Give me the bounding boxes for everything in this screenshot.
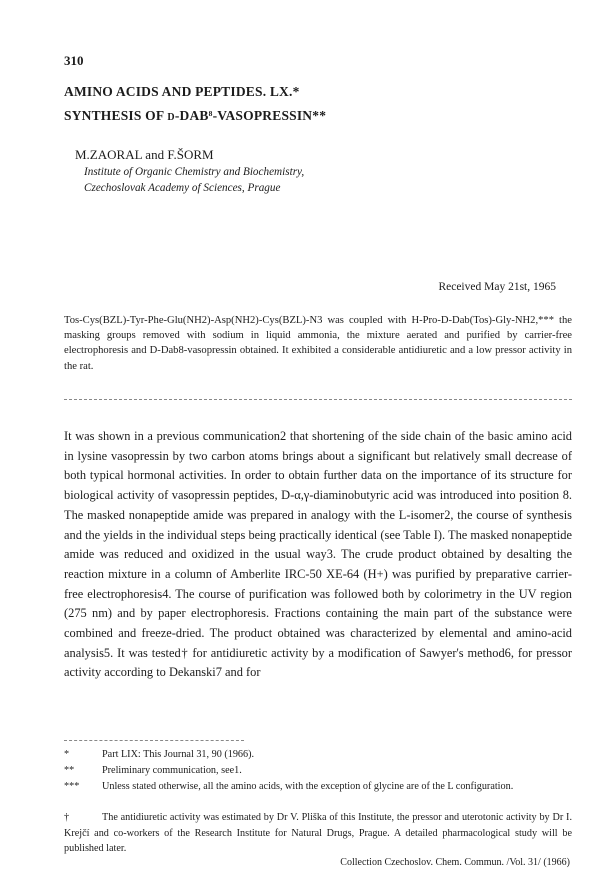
article-title-line1: AMINO ACIDS AND PEPTIDES. LX.* — [64, 84, 300, 99]
footnote-1 — [64, 747, 572, 763]
abstract-divider — [64, 399, 572, 400]
title-suffix: -VASOPRESSIN** — [212, 108, 327, 123]
institution-line1: Institute of Organic Chemistry and Biochemistry, — [84, 166, 305, 178]
title-dab: -DAB — [174, 108, 209, 123]
footnote-text: Unless stated otherwise, all the amino acids, with the exception of glycine are of the L configuration. — [102, 781, 514, 792]
institution-line2: Czechoslovak Academy of Sciences, Prague — [84, 182, 281, 194]
footnote-mark: † — [64, 812, 70, 823]
title-superscript: 8 — [208, 109, 213, 118]
title-prefix: SYNTHESIS OF — [64, 108, 168, 123]
footnote-2 — [64, 763, 572, 779]
footnote-text: Preliminary communication, see1. — [102, 765, 242, 776]
page-number: 310 — [64, 53, 84, 68]
footnote-divider — [64, 740, 244, 741]
received-date: Received May 21st, 1965 — [438, 281, 556, 293]
footnote-text: Part LIX: This Journal 31, 90 (1966). — [102, 749, 255, 760]
footnote-mark: ** — [64, 765, 75, 776]
footnote-text: The antidiuretic activity was estimated by Dr V. Pliška of this Institute, the pressor and uterotonic activity by Dr I. Krejčí and co-workers of the Research Institute for Natural Drugs, Prague. A detailed pharmacological study will be published later. — [64, 812, 572, 854]
abstract: Tos-Cys(BZL)-Tyr-Phe-Glu(NH2)-Asp(NH2)-Cys(BZL)-N3 was coupled with H-Pro-D-Dab(Tos)-Gly-NH2,*** the masking groups removed with sodium in liquid ammonia, the mixture aerated and purified by carrier-free electrophoresis and D-Dab8-vasopressin obtained. It exhibited a considerable antidiuretic and a low pressor activity in the rat. — [64, 315, 572, 372]
body-text — [64, 427, 572, 683]
footnote-mark: *** — [64, 781, 80, 792]
footnote-4 — [64, 810, 572, 857]
footnote-3 — [64, 779, 572, 795]
title-d-prefix: D — [167, 112, 175, 123]
footnote-mark: * — [64, 749, 70, 760]
article-title-line2 — [64, 108, 326, 124]
body-paragraph: It was shown in a previous communication2 that shortening of the side chain of the basic amino acid in lysine vasopressin by two carbon atoms brings about a significant but relatively small decrease of both typical hormonal activities. In order to obtain further data on the importance of its structure for biological activity of vasopressin peptides, D-α,γ-diaminobutyric acid was introduced into position 8. The masked nonapeptide amide was prepared in analogy with the L-isomer2, the course of synthesis and the yields in the individual steps being practically identical (see Table I). The masked nonapeptide amide was reduced and oxidized in the usual way3. The crude product obtained by desalting the reaction mixture in a column of Amberlite IRC-50 XE-64 (H+) was purified by preparative carrier-free electrophoresis4. The course of purification was followed both by colorimetry in the UV region (275 nm) and by paper electrophoresis. Fractions containing the main part of the substance were combined and freeze-dried. The product obtained was characterized by elemental and amino-acid analysis5. It was tested† for antidiuretic activity by a modification of Sawyer's method6, for pressor activity according to Dekanski7 and for — [64, 429, 572, 680]
authors: M.ZAORAL and F.ŠORM — [75, 147, 214, 162]
journal-footer: Collection Czechoslov. Chem. Commun. /Vol. 31/ (1966) — [340, 857, 570, 868]
